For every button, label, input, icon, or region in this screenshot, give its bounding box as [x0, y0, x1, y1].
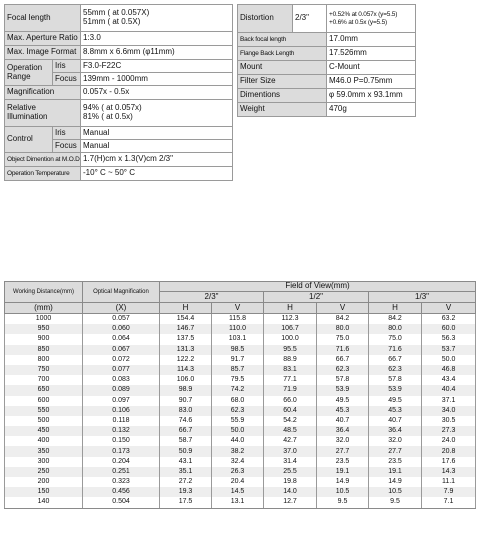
fov-h-cell: 62.3 — [369, 365, 422, 375]
focal-length-label: Focal length — [5, 5, 81, 32]
fov-h-cell: 83.0 — [160, 406, 212, 416]
fov-v-cell: 63.2 — [422, 314, 476, 325]
h-header: H — [264, 303, 317, 314]
table-row — [5, 365, 476, 375]
format-header-1-3: 1/3" — [369, 292, 476, 303]
fov-v-cell: 66.7 — [317, 355, 369, 365]
object-dimention-label: Object Dimention at M.O.D — [5, 153, 81, 167]
working-distance-cell: 950 — [5, 324, 83, 334]
fov-v-cell: 46.8 — [422, 365, 476, 375]
fov-v-cell: 49.5 — [317, 396, 369, 406]
table-row — [5, 314, 476, 325]
fov-h-cell: 25.5 — [264, 467, 317, 477]
fov-h-cell: 14.9 — [369, 477, 422, 487]
fov-v-cell: 74.2 — [212, 385, 264, 395]
table-row — [5, 345, 476, 355]
fov-v-cell: 27.7 — [317, 446, 369, 456]
magnification-value: 0.057x - 0.5x — [81, 86, 233, 100]
fov-h-cell: 77.1 — [264, 375, 317, 385]
working-distance-cell: 350 — [5, 446, 83, 456]
focal-length-value: 55mm ( at 0.057X) 51mm ( at 0.5X) — [81, 5, 233, 32]
fov-h-cell: 23.5 — [369, 457, 422, 467]
fov-v-cell: 84.2 — [317, 314, 369, 325]
h-header: H — [369, 303, 422, 314]
flange-back-length-label: Flange Back Length — [238, 47, 327, 61]
fov-h-cell: 27.7 — [369, 446, 422, 456]
fov-v-cell: 14.9 — [317, 477, 369, 487]
fov-h-cell: 42.7 — [264, 436, 317, 446]
weight-value: 470g — [327, 103, 416, 117]
working-distance-cell: 450 — [5, 426, 83, 436]
weight-label: Weight — [238, 103, 327, 117]
fov-v-cell: 68.0 — [212, 396, 264, 406]
fov-h-cell: 75.0 — [369, 334, 422, 344]
fov-v-cell: 53.7 — [422, 345, 476, 355]
fov-h-cell: 10.5 — [369, 487, 422, 497]
fov-h-cell: 35.1 — [160, 467, 212, 477]
fov-h-cell: 60.4 — [264, 406, 317, 416]
fov-h-cell: 48.5 — [264, 426, 317, 436]
table-row — [5, 334, 476, 344]
dimentions-label: Dimentions — [238, 89, 327, 103]
fov-v-cell: 45.3 — [317, 406, 369, 416]
fov-v-cell: 40.7 — [317, 416, 369, 426]
table-row — [5, 396, 476, 406]
fov-h-cell: 66.7 — [160, 426, 212, 436]
operation-focus-label: Focus — [53, 73, 81, 86]
fov-h-cell: 114.3 — [160, 365, 212, 375]
fov-h-cell: 66.7 — [369, 355, 422, 365]
fov-v-cell: 34.0 — [422, 406, 476, 416]
fov-h-cell: 122.2 — [160, 355, 212, 365]
fov-h-cell: 74.6 — [160, 416, 212, 426]
fov-h-cell: 71.9 — [264, 385, 317, 395]
table-row — [5, 426, 476, 436]
back-focal-length-value: 17.0mm — [327, 33, 416, 47]
fov-v-cell: 26.3 — [212, 467, 264, 477]
fov-v-cell: 9.5 — [317, 497, 369, 508]
fov-h-cell: 57.8 — [369, 375, 422, 385]
fov-h-cell: 58.7 — [160, 436, 212, 446]
magnification-cell: 0.106 — [83, 406, 160, 416]
fov-v-cell: 7.9 — [422, 487, 476, 497]
relative-illumination-value: 94% ( at 0.057x) 81% ( at 0.5x) — [81, 100, 233, 127]
magnification-cell: 0.132 — [83, 426, 160, 436]
working-distance-cell: 140 — [5, 497, 83, 508]
fov-v-cell: 44.0 — [212, 436, 264, 446]
left-spec-table — [4, 4, 233, 181]
fov-h-cell: 106.0 — [160, 375, 212, 385]
fov-h-cell: 49.5 — [369, 396, 422, 406]
fov-v-cell: 13.1 — [212, 497, 264, 508]
fov-v-cell: 110.0 — [212, 324, 264, 334]
distortion-value: +0.52% at 0.057x (y=5.5) +0.6% at 0.5x (y=5.5) — [327, 5, 416, 33]
fov-h-cell: 27.2 — [160, 477, 212, 487]
operation-focus-value: 139mm - 1000mm — [81, 73, 233, 86]
fov-h-cell: 19.1 — [369, 467, 422, 477]
v-header: V — [317, 303, 369, 314]
table-row — [5, 477, 476, 487]
magnification-cell: 0.072 — [83, 355, 160, 365]
fov-v-cell: 80.0 — [317, 324, 369, 334]
fov-v-cell: 32.4 — [212, 457, 264, 467]
fov-v-cell: 50.0 — [422, 355, 476, 365]
operation-range-label: Operation Range — [5, 60, 53, 86]
fov-v-cell: 53.9 — [317, 385, 369, 395]
relative-illumination-label: Relative Illumination — [5, 100, 81, 127]
working-distance-cell: 850 — [5, 345, 83, 355]
object-dimention-value: 1.7(H)cm x 1.3(V)cm 2/3" — [81, 153, 233, 167]
operation-temperature-value: -10° C ~ 50° C — [81, 167, 233, 181]
fov-v-cell: 115.8 — [212, 314, 264, 325]
magnification-cell: 0.089 — [83, 385, 160, 395]
working-distance-cell: 550 — [5, 406, 83, 416]
fov-v-cell: 85.7 — [212, 365, 264, 375]
fov-v-cell: 79.5 — [212, 375, 264, 385]
fov-v-cell: 17.6 — [422, 457, 476, 467]
fov-v-cell: 57.8 — [317, 375, 369, 385]
fov-h-cell: 45.3 — [369, 406, 422, 416]
fov-v-cell: 23.5 — [317, 457, 369, 467]
field-of-view-table — [4, 281, 476, 509]
flange-back-length-value: 17.526mm — [327, 47, 416, 61]
fov-h-cell: 106.7 — [264, 324, 317, 334]
magnification-cell: 0.204 — [83, 457, 160, 467]
fov-h-cell: 90.7 — [160, 396, 212, 406]
fov-v-cell: 19.1 — [317, 467, 369, 477]
v-header: V — [212, 303, 264, 314]
fov-v-cell: 62.3 — [317, 365, 369, 375]
working-distance-cell: 250 — [5, 467, 83, 477]
operation-iris-label: Iris — [53, 60, 81, 73]
filter-size-label: Filter Size — [238, 75, 327, 89]
working-distance-cell: 650 — [5, 385, 83, 395]
table-row — [5, 406, 476, 416]
magnification-cell: 0.150 — [83, 436, 160, 446]
fov-h-cell: 100.0 — [264, 334, 317, 344]
working-distance-cell: 200 — [5, 477, 83, 487]
max-aperture-label: Max. Aperture Ratio — [5, 32, 81, 46]
table-row — [5, 385, 476, 395]
table-row — [5, 436, 476, 446]
fov-v-cell: 91.7 — [212, 355, 264, 365]
right-spec-table — [237, 4, 416, 117]
fov-h-cell: 154.4 — [160, 314, 212, 325]
fov-v-cell: 40.4 — [422, 385, 476, 395]
table-row — [5, 416, 476, 426]
fov-v-cell: 20.4 — [212, 477, 264, 487]
unit-mm-header: (mm) — [5, 303, 83, 314]
fov-h-cell: 37.0 — [264, 446, 317, 456]
fov-h-cell: 12.7 — [264, 497, 317, 508]
fov-h-cell: 98.9 — [160, 385, 212, 395]
fov-h-cell: 32.0 — [369, 436, 422, 446]
fov-h-cell: 40.7 — [369, 416, 422, 426]
max-image-format-value: 8.8mm x 6.6mm (φ11mm) — [81, 46, 233, 60]
mount-label: Mount — [238, 61, 327, 75]
v-header: V — [422, 303, 476, 314]
table-row — [5, 446, 476, 456]
operation-iris-value: F3.0-F22C — [81, 60, 233, 73]
fov-h-cell: 53.9 — [369, 385, 422, 395]
fov-v-cell: 71.6 — [317, 345, 369, 355]
magnification-cell: 0.173 — [83, 446, 160, 456]
fov-h-cell: 54.2 — [264, 416, 317, 426]
magnification-cell: 0.118 — [83, 416, 160, 426]
fov-h-cell: 88.9 — [264, 355, 317, 365]
control-iris-value: Manual — [81, 127, 233, 140]
field-of-view-header: Field of View(mm) — [160, 282, 476, 292]
fov-h-cell: 43.1 — [160, 457, 212, 467]
magnification-cell: 0.083 — [83, 375, 160, 385]
fov-v-cell: 103.1 — [212, 334, 264, 344]
back-focal-length-label: Back focal length — [238, 33, 327, 47]
working-distance-header: Working Distance(mm) — [5, 282, 83, 303]
unit-x-header: (X) — [83, 303, 160, 314]
fov-v-cell: 62.3 — [212, 406, 264, 416]
magnification-cell: 0.323 — [83, 477, 160, 487]
working-distance-cell: 1000 — [5, 314, 83, 325]
fov-h-cell: 19.3 — [160, 487, 212, 497]
fov-v-cell: 32.0 — [317, 436, 369, 446]
fov-h-cell: 36.4 — [369, 426, 422, 436]
working-distance-cell: 600 — [5, 396, 83, 406]
mount-value: C-Mount — [327, 61, 416, 75]
table-row — [5, 467, 476, 477]
fov-v-cell: 14.5 — [212, 487, 264, 497]
working-distance-cell: 750 — [5, 365, 83, 375]
table-row — [5, 355, 476, 365]
fov-v-cell: 37.1 — [422, 396, 476, 406]
table-row — [5, 487, 476, 497]
fov-v-cell: 75.0 — [317, 334, 369, 344]
fov-v-cell: 11.1 — [422, 477, 476, 487]
optical-magnification-header: Optical Magnification — [83, 282, 160, 303]
fov-v-cell: 38.2 — [212, 446, 264, 456]
max-aperture-value: 1:3.0 — [81, 32, 233, 46]
working-distance-cell: 900 — [5, 334, 83, 344]
fov-h-cell: 80.0 — [369, 324, 422, 334]
fov-h-cell: 95.5 — [264, 345, 317, 355]
control-label: Control — [5, 127, 53, 153]
filter-size-value: M46.0 P=0.75mm — [327, 75, 416, 89]
fov-v-cell: 10.5 — [317, 487, 369, 497]
h-header: H — [160, 303, 212, 314]
distortion-label: Distortion — [238, 5, 293, 33]
format-header-1-2: 1/2" — [264, 292, 369, 303]
fov-h-cell: 83.1 — [264, 365, 317, 375]
fov-v-cell: 55.9 — [212, 416, 264, 426]
working-distance-cell: 150 — [5, 487, 83, 497]
magnification-cell: 0.077 — [83, 365, 160, 375]
fov-h-cell: 137.5 — [160, 334, 212, 344]
magnification-cell: 0.504 — [83, 497, 160, 508]
fov-v-cell: 7.1 — [422, 497, 476, 508]
table-row — [5, 457, 476, 467]
fov-h-cell: 31.4 — [264, 457, 317, 467]
fov-h-cell: 66.0 — [264, 396, 317, 406]
operation-temperature-label: Operation Temperature — [5, 167, 81, 181]
dimentions-value: φ 59.0mm x 93.1mm — [327, 89, 416, 103]
fov-h-cell: 84.2 — [369, 314, 422, 325]
fov-table-body — [5, 314, 476, 509]
fov-v-cell: 50.0 — [212, 426, 264, 436]
working-distance-cell: 300 — [5, 457, 83, 467]
magnification-cell: 0.067 — [83, 345, 160, 355]
fov-v-cell: 24.0 — [422, 436, 476, 446]
table-row — [5, 324, 476, 334]
magnification-cell: 0.064 — [83, 334, 160, 344]
fov-h-cell: 131.3 — [160, 345, 212, 355]
table-row — [5, 497, 476, 508]
magnification-cell: 0.251 — [83, 467, 160, 477]
fov-h-cell: 50.9 — [160, 446, 212, 456]
fov-v-cell: 60.0 — [422, 324, 476, 334]
fov-v-cell: 27.3 — [422, 426, 476, 436]
control-focus-label: Focus — [53, 140, 81, 153]
fov-h-cell: 19.8 — [264, 477, 317, 487]
control-focus-value: Manual — [81, 140, 233, 153]
fov-h-cell: 71.6 — [369, 345, 422, 355]
magnification-cell: 0.456 — [83, 487, 160, 497]
fov-h-cell: 146.7 — [160, 324, 212, 334]
max-image-format-label: Max. Image Format — [5, 46, 81, 60]
working-distance-cell: 700 — [5, 375, 83, 385]
fov-v-cell: 43.4 — [422, 375, 476, 385]
distortion-format: 2/3" — [293, 5, 327, 33]
table-row — [5, 375, 476, 385]
fov-h-cell: 17.5 — [160, 497, 212, 508]
fov-v-cell: 20.8 — [422, 446, 476, 456]
control-iris-label: Iris — [53, 127, 81, 140]
magnification-cell: 0.060 — [83, 324, 160, 334]
fov-v-cell: 98.5 — [212, 345, 264, 355]
fov-v-cell: 36.4 — [317, 426, 369, 436]
fov-v-cell: 14.3 — [422, 467, 476, 477]
magnification-cell: 0.057 — [83, 314, 160, 325]
fov-v-cell: 56.3 — [422, 334, 476, 344]
format-header-2-3: 2/3" — [160, 292, 264, 303]
working-distance-cell: 400 — [5, 436, 83, 446]
working-distance-cell: 800 — [5, 355, 83, 365]
working-distance-cell: 500 — [5, 416, 83, 426]
magnification-label: Magnification — [5, 86, 81, 100]
fov-v-cell: 30.5 — [422, 416, 476, 426]
fov-h-cell: 9.5 — [369, 497, 422, 508]
magnification-cell: 0.097 — [83, 396, 160, 406]
fov-h-cell: 112.3 — [264, 314, 317, 325]
fov-h-cell: 14.0 — [264, 487, 317, 497]
